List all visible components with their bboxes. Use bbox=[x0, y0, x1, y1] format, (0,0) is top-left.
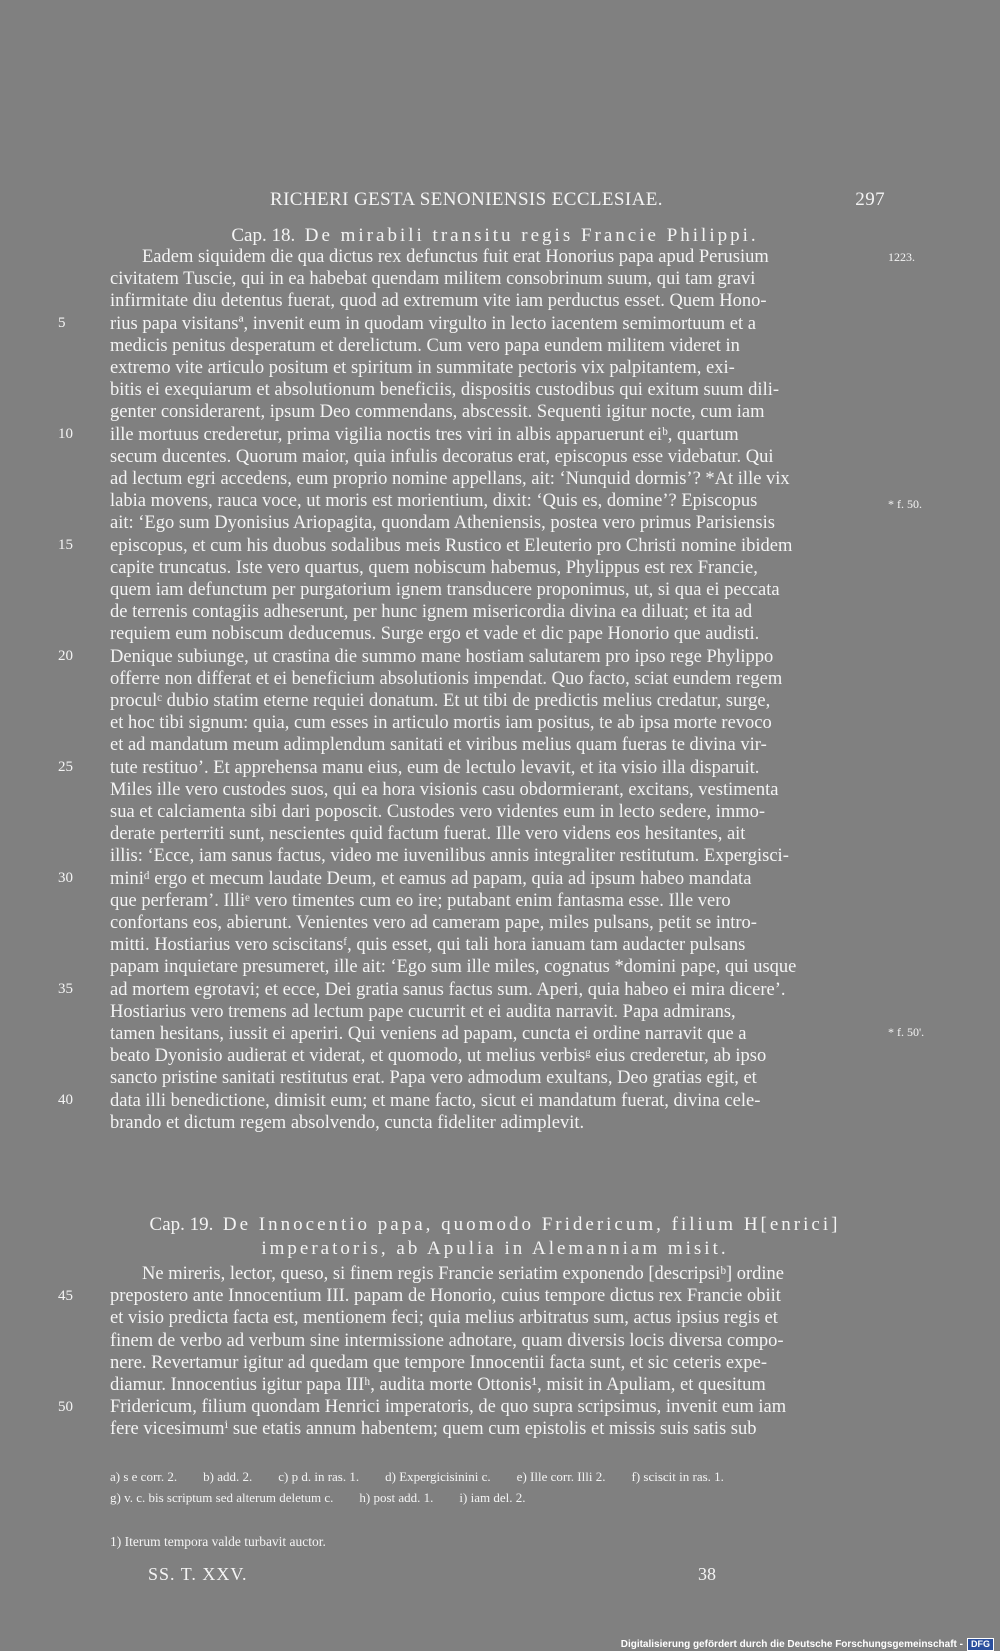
footnote-entry: b) add. 2. bbox=[203, 1469, 253, 1484]
line-number: 25 bbox=[58, 759, 73, 775]
running-title: RICHERI GESTA SENONIENSIS ECCLESIAE. bbox=[270, 189, 663, 210]
margin-year: 1223. bbox=[888, 250, 915, 264]
text-line: et hoc tibi signum: quia, cum esses in articulo mortis iam positus, te ab ipsa morte revoco bbox=[110, 713, 772, 734]
footnote-entry: d) Expergicisinini c. bbox=[385, 1469, 491, 1484]
chapter-19-label: Cap. 19. bbox=[149, 1214, 214, 1235]
text-line: miniᵈ ergo et mecum laudate Deum, et eamus ad papam, quia ad ipsum habeo mandata bbox=[110, 868, 752, 889]
text-line: papam inquietare presumeret, ille ait: ‘Ego sum ille miles, cognatus *domini pape, qui usque bbox=[110, 957, 797, 978]
chapter-19-title-line1: De Innocentio papa, quomodo Fridericum, filium H[enrici] bbox=[222, 1214, 841, 1235]
text-line: ad mortem egrotavi; et ecce, Dei gratia sanus factus sum. Aperi, quia habeo ei mira dicere’. bbox=[110, 979, 786, 1000]
text-line: proculᶜ dubio statim eterne requiei donatum. Et ut tibi de predictis melius credatur, surge, bbox=[110, 691, 771, 711]
digitization-text: Digitalisierung gefördert durch die Deutsche Forschungsgemeinschaft - bbox=[620, 1639, 963, 1650]
text-line: medicis penitus desperatum et derelictum. Cum vero papa eundem militem videret in bbox=[110, 335, 740, 356]
text-line: labia movens, rauca voce, ut moris est morientium, dixit: ‘Quis es, domine’? Episcopus bbox=[110, 491, 758, 512]
footnote-entry: h) post add. 1. bbox=[359, 1490, 434, 1505]
page-number: 297 bbox=[855, 189, 885, 210]
text-line: genter considerarent, ipsum Deo commendans, abscessit. Sequenti igitur nocte, cum iam bbox=[110, 402, 765, 423]
text-line: et ad mandatum meum adimplendum sanitati et viribus melius quam fueras te divina vir- bbox=[110, 735, 767, 756]
text-line: Fridericum, filium quondam Henrici imperatoris, de quo supra scripsimus, invenit eum iam bbox=[110, 1397, 787, 1418]
text-line: sua et calciamenta sibi dari poposcit. Custodes vero videntes eum in lecto sedere, immo- bbox=[110, 802, 766, 822]
text-line: beato Dyonisio audierat et viderat, et quomodo, ut melius verbisᵍ eius crederetur, ab ipso bbox=[110, 1046, 767, 1067]
footnote-line-2 bbox=[110, 1488, 890, 1509]
chapter-19-heading bbox=[110, 1213, 880, 1261]
chapter-18-title: De mirabili transitu regis Francie Philippi. bbox=[304, 225, 759, 246]
text-line: que perferam’. Illiᵉ vero timentes cum eo ire; putabant enim fantasma esse. Ille vero bbox=[110, 890, 731, 911]
text-line: requiem eum nobiscum deducemus. Surge ergo et vade et dic pape Honorio que audisti. bbox=[110, 624, 760, 645]
digitization-credit bbox=[621, 1638, 994, 1651]
margin-folio-50: * f. 50. bbox=[888, 497, 922, 511]
text-line: infirmitate diu detentus fuerat, quod ad extremum vite iam perductus esset. Quem Hono- bbox=[110, 291, 767, 312]
line-number: 15 bbox=[58, 537, 73, 553]
text-line: Denique subiunge, ut crastina die summo mane hostiam salutarem pro ipso rege Phylippo bbox=[110, 646, 774, 667]
text-line: Eadem siquidem die qua dictus rex defunctus fuit erat Honorius papa apud Perusium bbox=[142, 247, 769, 267]
text-line: quem iam defunctum per purgatorium ignem transducere proponimus, ut, si qua ei peccata bbox=[110, 580, 780, 600]
author-footnote: 1) Iterum tempora valde turbavit auctor. bbox=[110, 1534, 326, 1549]
text-line: rius papa visitansª, invenit eum in quodam virgulto in lecto iacentem semimortuum et a bbox=[110, 313, 756, 334]
text-line: tamen hesitans, iussit ei aperiri. Qui veniens ad papam, cuncta ei ordine narravit que a bbox=[110, 1024, 747, 1044]
footnote-entry: g) v. c. bis scriptum sed alterum deletum c. bbox=[110, 1490, 334, 1505]
text-line: ait: ‘Ego sum Dyonisius Ariopagita, quondam Atheniensis, postea vero primus Parisiensis bbox=[110, 513, 775, 534]
line-number: 50 bbox=[58, 1399, 73, 1416]
text-line: bitis ei exequiarum et absolutionum beneficiis, dispositis custodibus qui exitum suum dili- bbox=[110, 380, 780, 401]
text-line: de terrenis contagiis adheserunt, per hunc ignem misericordia divina ea diluat; et ita ad bbox=[110, 602, 753, 623]
text-line: capite truncatus. Iste vero quartus, quem nobiscum habemus, Phylippus est rex Francie, bbox=[110, 557, 758, 578]
line-number: 30 bbox=[58, 870, 73, 886]
text-line: illis: ‘Ecce, iam sanus factus, video me iuvenilibus annis integraliter restitutum. Expergisci- bbox=[110, 846, 789, 867]
text-line: tute restituo’. Et apprehensa manu eius, eum de lectulo levavit, et ita visio illa disparuit. bbox=[110, 757, 760, 778]
running-head bbox=[110, 189, 885, 213]
text-line: offerre non differat et ei beneficium absolutionis impendat. Quo facto, sciat eundem regem bbox=[110, 668, 783, 689]
chapter-18-label: Cap. 18. bbox=[231, 225, 296, 246]
line-number: 5 bbox=[58, 315, 66, 331]
footnote-entry: i) iam del. 2. bbox=[459, 1490, 526, 1505]
text-line: finem de verbo ad verbum sine intermissione adnotare, quam diversis locis diversa compo- bbox=[110, 1330, 784, 1351]
line-number: 40 bbox=[58, 1092, 73, 1108]
text-line: secum ducentes. Quorum maior, quia infulis decoratus erat, episcopus esse videbatur. Qui bbox=[110, 446, 774, 467]
text-line: mitti. Hostiarius vero sciscitansᶠ, quis esset, qui tali hora ianuam tam audacter pulsans bbox=[110, 935, 746, 956]
text-line: ille mortuus crederetur, prima vigilia noctis tres viri in albis apparuerunt eiᵇ, quartum bbox=[110, 424, 739, 445]
text-line: extremo vite articulo positum et spiritum in summitate pectoris vix palpitantem, exi- bbox=[110, 358, 735, 378]
line-number: 45 bbox=[58, 1288, 73, 1305]
text-line: diamur. Innocentius igitur papa IIIʰ, audita morte Ottonis¹, misit in Apuliam, et quesitum bbox=[110, 1375, 766, 1395]
sheet-number: 38 bbox=[698, 1564, 716, 1584]
line-number: 10 bbox=[58, 426, 73, 442]
footnote-line-1 bbox=[110, 1467, 890, 1488]
text-line: prepostero ante Innocentium III. papam de Honorio, cuius tempore dictus rex Francie obiit bbox=[110, 1286, 781, 1307]
footnote-entry: f) sciscit in ras. 1. bbox=[631, 1469, 724, 1484]
text-line: Hostiarius vero tremens ad lectum pape cucurrit et ei audita narravit. Papa admirans, bbox=[110, 1001, 736, 1022]
text-line: confortans eos, abierunt. Venientes vero ad cameram pape, miles pulsans, petit se intro- bbox=[110, 913, 757, 933]
margin-folio-50-verso: * f. 50'. bbox=[888, 1025, 925, 1039]
text-line: ad lectum egri accedens, eum proprio nomine appellans, ait: ‘Nunquid dormis’? *At ille vix bbox=[110, 469, 790, 489]
text-line: episcopus, et cum his duobus sodalibus meis Rustico et Eleuterio pro Christi nomine ibidem bbox=[110, 535, 793, 556]
text-line: et visio predicta facta est, mentionem feci; quia melius arbitratus sum, actus ipsius regis et bbox=[110, 1308, 778, 1329]
text-line: data illi benedictione, dimisit eum; et mane facto, sicut ei mandatum fuerat, divina cele- bbox=[110, 1090, 761, 1111]
critical-apparatus bbox=[110, 1467, 890, 1509]
text-line: derate perterriti sunt, nescientes quid factum fuerat. Ille vero videns eos hesitantes, ait bbox=[110, 824, 746, 845]
text-line: Miles ille vero custodes suos, qui ea hora visionis casu obdormierant, excitans, vestimenta bbox=[110, 779, 779, 800]
text-line: nere. Revertamur igitur ad quedam que tempore Innocentii facta sunt, et sic ceteris expe- bbox=[110, 1352, 767, 1373]
chapter-19-title-line2: imperatoris, ab Apulia in Alemanniam misit. bbox=[261, 1238, 729, 1259]
footnote-entry: e) Ille corr. Illi 2. bbox=[516, 1469, 606, 1484]
footnote-entry: a) s e corr. 2. bbox=[110, 1469, 178, 1484]
text-line: sancto pristine sanitati restitutus erat. Papa vero admodum exultans, Deo gratias egit, et bbox=[110, 1068, 757, 1089]
text-line: fere vicesimumⁱ sue etatis annum habentem; quem cum epistolis et missis suis satis sub bbox=[110, 1419, 757, 1440]
line-number: 35 bbox=[58, 981, 73, 997]
footnote-entry: c) p d. in ras. 1. bbox=[278, 1469, 360, 1484]
line-number: 20 bbox=[58, 648, 73, 664]
text-line: civitatem Tuscie, qui in ea habebat quendam militem consobrinum suum, qui tam gravi bbox=[110, 269, 756, 290]
text-line: brando et dictum regem absolvendo, cuncta fideliter adimplevit. bbox=[110, 1112, 585, 1133]
text-line: Ne mireris, lector, queso, si finem regis Francie seriatim exponendo [descripsiᵇ] ordine bbox=[142, 1264, 785, 1284]
signature-mark: SS. T. XXV. bbox=[148, 1564, 248, 1584]
dfg-logo: DFG bbox=[967, 1638, 994, 1651]
